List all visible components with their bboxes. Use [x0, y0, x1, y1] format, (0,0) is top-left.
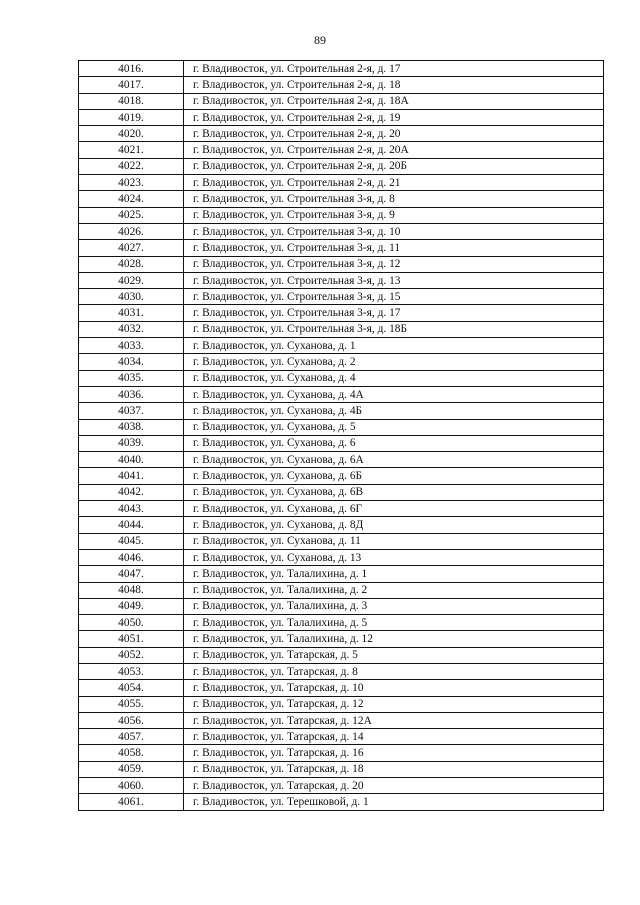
row-address: г. Владивосток, ул. Строительная 3-я, д. 13 [184, 272, 604, 288]
table-row [79, 126, 604, 142]
row-address: г. Владивосток, ул. Суханова, д. 13 [184, 549, 604, 565]
table-row [79, 435, 604, 451]
row-address: г. Владивосток, ул. Татарская, д. 18 [184, 761, 604, 777]
row-address: г. Владивосток, ул. Талалихина, д. 3 [184, 598, 604, 614]
table-row [79, 289, 604, 305]
row-number: 4058. [79, 745, 184, 761]
table-row [79, 305, 604, 321]
row-address: г. Владивосток, ул. Талалихина, д. 1 [184, 566, 604, 582]
row-number: 4060. [79, 778, 184, 794]
row-address: г. Владивосток, ул. Строительная 2-я, д. 21 [184, 175, 604, 191]
table-row [79, 272, 604, 288]
row-address: г. Владивосток, ул. Суханова, д. 6А [184, 452, 604, 468]
row-address: г. Владивосток, ул. Татарская, д. 16 [184, 745, 604, 761]
row-address: г. Владивосток, ул. Суханова, д. 11 [184, 533, 604, 549]
row-address: г. Владивосток, ул. Строительная 2-я, д. 17 [184, 61, 604, 77]
row-number: 4043. [79, 501, 184, 517]
row-address: г. Владивосток, ул. Талалихина, д. 2 [184, 582, 604, 598]
row-number: 4032. [79, 321, 184, 337]
table-row [79, 452, 604, 468]
table-row [79, 517, 604, 533]
table-row [79, 158, 604, 174]
row-number: 4036. [79, 386, 184, 402]
table-row [79, 533, 604, 549]
row-number: 4018. [79, 93, 184, 109]
row-address: г. Владивосток, ул. Суханова, д. 8Д [184, 517, 604, 533]
row-number: 4048. [79, 582, 184, 598]
table-row [79, 191, 604, 207]
row-address: г. Владивосток, ул. Строительная 2-я, д. 20Б [184, 158, 604, 174]
row-number: 4057. [79, 729, 184, 745]
table-row [79, 77, 604, 93]
table-row [79, 778, 604, 794]
table-row [79, 109, 604, 125]
row-address: г. Владивосток, ул. Талалихина, д. 12 [184, 631, 604, 647]
table-row [79, 696, 604, 712]
row-number: 4028. [79, 256, 184, 272]
row-number: 4035. [79, 370, 184, 386]
row-address: г. Владивосток, ул. Суханова, д. 2 [184, 354, 604, 370]
row-number: 4040. [79, 452, 184, 468]
row-number: 4049. [79, 598, 184, 614]
row-address: г. Владивосток, ул. Строительная 3-я, д. 18Б [184, 321, 604, 337]
table-row [79, 680, 604, 696]
row-address: г. Владивосток, ул. Татарская, д. 12 [184, 696, 604, 712]
table-row [79, 207, 604, 223]
row-number: 4016. [79, 61, 184, 77]
row-address: г. Владивосток, ул. Татарская, д. 5 [184, 647, 604, 663]
row-address: г. Владивосток, ул. Строительная 3-я, д. 10 [184, 223, 604, 239]
row-number: 4042. [79, 484, 184, 500]
row-number: 4017. [79, 77, 184, 93]
table-row [79, 598, 604, 614]
row-address: г. Владивосток, ул. Строительная 3-я, д. 15 [184, 289, 604, 305]
row-number: 4061. [79, 794, 184, 810]
row-number: 4034. [79, 354, 184, 370]
row-number: 4051. [79, 631, 184, 647]
row-address: г. Владивосток, ул. Строительная 2-я, д. 18А [184, 93, 604, 109]
table-row [79, 729, 604, 745]
table-row [79, 354, 604, 370]
table-row [79, 93, 604, 109]
row-address: г. Владивосток, ул. Татарская, д. 20 [184, 778, 604, 794]
row-number: 4054. [79, 680, 184, 696]
row-number: 4026. [79, 223, 184, 239]
row-number: 4041. [79, 468, 184, 484]
row-address: г. Владивосток, ул. Татарская, д. 12А [184, 712, 604, 728]
row-number: 4023. [79, 175, 184, 191]
row-number: 4045. [79, 533, 184, 549]
row-number: 4024. [79, 191, 184, 207]
row-number: 4019. [79, 109, 184, 125]
row-address: г. Владивосток, ул. Строительная 2-я, д. 20А [184, 142, 604, 158]
row-number: 4056. [79, 712, 184, 728]
row-number: 4033. [79, 338, 184, 354]
row-number: 4022. [79, 158, 184, 174]
address-table-container [78, 60, 603, 811]
table-row [79, 419, 604, 435]
row-address: г. Владивосток, ул. Суханова, д. 5 [184, 419, 604, 435]
row-address: г. Владивосток, ул. Татарская, д. 10 [184, 680, 604, 696]
row-address: г. Владивосток, ул. Татарская, д. 14 [184, 729, 604, 745]
row-number: 4039. [79, 435, 184, 451]
table-row [79, 794, 604, 810]
row-number: 4029. [79, 272, 184, 288]
table-row [79, 468, 604, 484]
table-row [79, 370, 604, 386]
table-row [79, 61, 604, 77]
row-number: 4031. [79, 305, 184, 321]
row-address: г. Владивосток, ул. Суханова, д. 6 [184, 435, 604, 451]
table-row [79, 745, 604, 761]
row-number: 4055. [79, 696, 184, 712]
row-number: 4050. [79, 615, 184, 631]
table-row [79, 761, 604, 777]
row-address: г. Владивосток, ул. Строительная 2-я, д. 19 [184, 109, 604, 125]
address-table-body [79, 61, 604, 811]
row-address: г. Владивосток, ул. Суханова, д. 6Б [184, 468, 604, 484]
row-address: г. Владивосток, ул. Строительная 3-я, д. 12 [184, 256, 604, 272]
page-number: 89 [314, 33, 326, 47]
table-row [79, 338, 604, 354]
table-row [79, 256, 604, 272]
table-row [79, 223, 604, 239]
row-number: 4025. [79, 207, 184, 223]
table-row [79, 142, 604, 158]
row-address: г. Владивосток, ул. Строительная 3-я, д. 9 [184, 207, 604, 223]
row-address: г. Владивосток, ул. Суханова, д. 4Б [184, 403, 604, 419]
row-address: г. Владивосток, ул. Строительная 2-я, д. 18 [184, 77, 604, 93]
row-address: г. Владивосток, ул. Суханова, д. 4 [184, 370, 604, 386]
row-address: г. Владивосток, ул. Строительная 2-я, д. 20 [184, 126, 604, 142]
row-number: 4020. [79, 126, 184, 142]
row-number: 4047. [79, 566, 184, 582]
row-address: г. Владивосток, ул. Суханова, д. 4А [184, 386, 604, 402]
row-number: 4059. [79, 761, 184, 777]
row-address: г. Владивосток, ул. Талалихина, д. 5 [184, 615, 604, 631]
table-row [79, 321, 604, 337]
table-row [79, 240, 604, 256]
row-address: г. Владивосток, ул. Суханова, д. 6Г [184, 501, 604, 517]
address-table [78, 60, 604, 811]
row-address: г. Владивосток, ул. Суханова, д. 1 [184, 338, 604, 354]
table-row [79, 403, 604, 419]
row-address: г. Владивосток, ул. Строительная 3-я, д. 8 [184, 191, 604, 207]
table-row [79, 582, 604, 598]
table-row [79, 566, 604, 582]
row-address: г. Владивосток, ул. Строительная 3-я, д. 11 [184, 240, 604, 256]
table-row [79, 663, 604, 679]
row-number: 4021. [79, 142, 184, 158]
row-address: г. Владивосток, ул. Суханова, д. 6В [184, 484, 604, 500]
row-number: 4052. [79, 647, 184, 663]
table-row [79, 175, 604, 191]
row-number: 4038. [79, 419, 184, 435]
row-address: г. Владивосток, ул. Терешковой, д. 1 [184, 794, 604, 810]
row-address: г. Владивосток, ул. Татарская, д. 8 [184, 663, 604, 679]
table-row [79, 615, 604, 631]
table-row [79, 647, 604, 663]
row-address: г. Владивосток, ул. Строительная 3-я, д. 17 [184, 305, 604, 321]
table-row [79, 484, 604, 500]
row-number: 4044. [79, 517, 184, 533]
table-row [79, 712, 604, 728]
row-number: 4037. [79, 403, 184, 419]
table-row [79, 501, 604, 517]
row-number: 4027. [79, 240, 184, 256]
table-row [79, 631, 604, 647]
row-number: 4046. [79, 549, 184, 565]
table-row [79, 549, 604, 565]
row-number: 4053. [79, 663, 184, 679]
row-number: 4030. [79, 289, 184, 305]
table-row [79, 386, 604, 402]
